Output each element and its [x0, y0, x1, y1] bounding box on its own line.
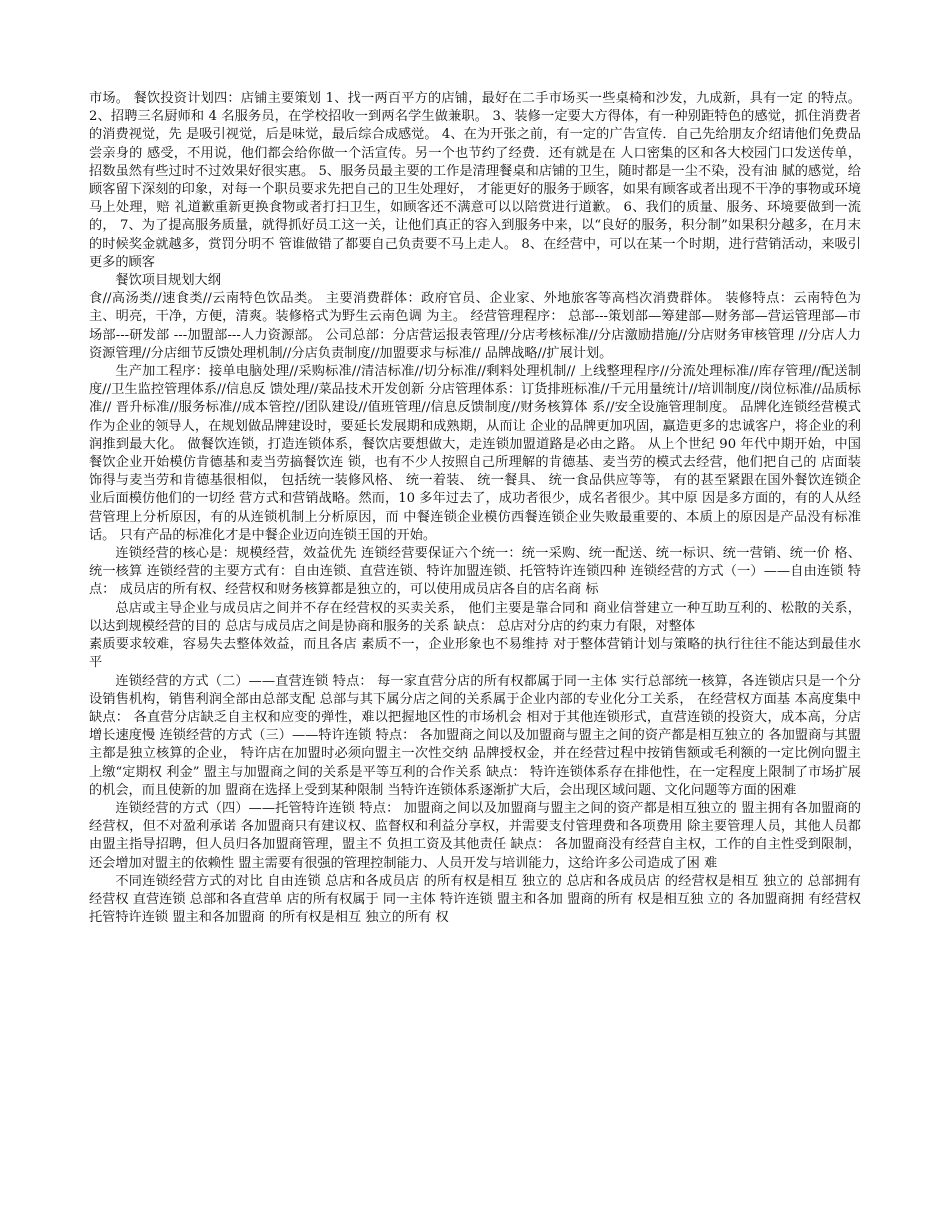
- paragraph-restaurant-plan: 市场。 餐饮投资计划四：店铺主要策划 1、找一两百平方的店铺，最好在二手市场买一些桌椅和沙发，九成新，具有一定 的特点。 2、招聘三名厨师和 4 名服务员，在学校招收一到两名学生做兼职。 3、装修一定要大方得体，有一种别距特色的感觉，抓住消费者的消费视觉，先 是吸引视觉，后是味觉，最后综合成感觉。 4、在为开张之前，有一定的广告宣传．自己先给朋友介绍请他们免费品尝亲身的 感受，不用说，他们都会给你做一个活宣传。另一个也节约了经费．还有就是在 人口密集的区和各大校园门口发送传单，招数虽然有些过时不过效果好很实惠。 5、服务员最主要的工作是清理餐桌和店铺的卫生，随时都是一尘不染，没有油 腻的感觉，给顾客留下深刻的印象，对每一个职员要求先把自己的卫生处理好， 才能更好的服务于顾客，如果有顾客或者出现不干净的事物或环境马上处理，赔 礼道歉重新更换食物或者打扫卫生，如顾客还不满意可以以陪赏进行道歉。 6、我们的质量、服务、环境要做到一流的， 7、为了提高服务质量，就得抓好员工这一关，让他们真正的容入到服务中来，以“良好的服务，积分制”如果积分越多，在月末的时候奖金就越多，赏罚分明不 管谁做错了都要自己负责要不马上走人。 8、在经营中，可以在某一个时期，进行营销活动，来吸引更多的顾客: [89, 91, 861, 270]
- paragraph-managed-franchise: 连锁经营的方式（四）——托管特许连锁 特点： 加盟商之间以及加盟商与盟主之间的资产都是相互独立的 盟主拥有各加盟商的经营权，但不对盈利承诺 各加盟商只有建议权、监督权和利益分享权，并需要支付管理费和各项费用 除主要管理人员，其他人员都由盟主指导招聘，但人员归各加盟商管理，盟主不 负担工资及其他责任 缺点： 各加盟商没有经营自主权，工作的自主性受到限制，还会增加对盟主的依赖性 盟主需要有很强的管理控制能力、人员开发与培训能力，这给许多公司造成了困 难: [89, 800, 861, 871]
- paragraph-production-process: 生产加工程序：接单电脑处理//采购标准//清洁标准//切分标准//剩料处理机制// 上线整理程序//分流处理标准//库存管理//配送制度//卫生监控管理体系//信息反 馈处理//菜品技术开发创新 分店管理体系：订货排班标准//千元用量统计//培训制度//岗位标准//品质标准// 晋升标准//服务标准//成本管控//团队建设//值班管理//信息反馈制度//财务核算体 系//安全设施管理制度。 品牌化连锁经营模式 作为企业的领导人，在规划做品牌建设时，要延长发展期和成熟期，从而让 企业的品牌更加巩固，赢造更多的忠诚客户，将企业的利润推到最大化。 做餐饮连锁，打造连锁体系，餐饮店要想做大，走连锁加盟道路是必由之路。 从上个世纪 90 年代中期开始，中国餐饮企业开始模仿肯德基和麦当劳搞餐饮连 锁，也有不少人按照自己所理解的肯德基、麦当劳的模式去经营，他们把自己的 店面装饰得与麦当劳和肯德基很相似， 包括统一装修风格、 统一着装、 统一餐具、 统一食品供应等等， 有的甚至紧跟在国外餐饮连锁企业后面模仿他们的一切经 营方式和营销战略。然而，10 多年过去了，成功者很少，成名者很少。其中原 因是多方面的，有的人从经营管理上分析原因，有的从连锁机制上分析原因，而 中餐连锁企业模仿西餐连锁企业失败最重要的、本质上的原因是产品没有标准 话。 只有产品的标准化才是中餐企业迈向连锁王国的开始。: [89, 364, 861, 543]
- paragraph-chain-core: 连锁经营的核心是：规模经营，效益优先 连锁经营要保证六个统一：统一采购、统一配送、统一标识、统一营销、统一价 格、统一核算 连锁经营的主要方式有：自由连锁、直营连锁、特许加盟连锁、托管特许连锁四种 连锁经营的方式（一）——自由连锁 特点： 成员店的所有权、经营权和财务核算都是独立的，可以使用成员店各自的店名商 标: [89, 546, 861, 598]
- paragraph-voluntary-chain-weakness: 素质要求较难，容易失去整体效益，而且各店 素质不一，企业形象也不易维持 对于整体营销计划与策略的执行往往不能达到最佳水平: [89, 637, 861, 671]
- paragraph-comparison: 不同连锁经营方式的对比 自由连锁 总店和各成员店 的所有权是相互 独立的 总店和各成员店 的经营权是相互 独立的 总部拥有经营权 直营连锁 总部和各直营单 店的所有权属于 同一主体 特许连锁 盟主和各加 盟商的所有 权是相互独 立的 各加盟商拥 有经营权 托管特许连锁 盟主和各加盟商 的所有权是相互 独立的所有 权: [89, 873, 861, 926]
- paragraph-menu-and-management: 食//高汤类//速食类//云南特色饮品类。 主要消费群体：政府官员、企业家、外地旅客等高档次消费群体。 装修特点：云南特色为主、明亮，干净，方便，清爽。装修格式为野生云南色调 为主。 经营管理程序： 总部---策划部—筹建部—财务部—营运管理部—市场部---研发部 ---加盟部---人力资源部。 公司总部：分店营运报表管理//分店考核标准//分店激励措施//分店财务审核管理 //分店人力资源管理//分店细节反馈处理机制//分店负责制度//加盟要求与标准// 品牌战略//扩展计划。: [89, 291, 861, 361]
- paragraph-voluntary-chain-relations: 总店或主导企业与成员店之间并不存在经营权的买卖关系， 他们主要是靠合同和 商业信誉建立一种互助互利的、松散的关系，以达到规模经营的目的 总店与成员店之间是协商和服务的关系 缺点： 总店对分店的约束力有限，对整体: [89, 600, 861, 634]
- paragraph-direct-and-franchise: 连锁经营的方式（二）——直营连锁 特点： 每一家直营分店的所有权都属于同一主体 实行总部统一核算，各连锁店只是一个分设销售机构，销售利润全部由总部支配 总部与其下属分店之间的关系属于企业内部的专业化分工关系， 在经营权方面基 本高度集中 缺点： 各直营分店缺乏自主权和应变的弹性，难以把握地区性的市场机会 相对于其他连锁形式，直营连锁的投资大，成本高，分店增长速度慢 连锁经营的方式（三）——特许连锁 特点： 各加盟商之间以及加盟商与盟主之间的资产都是相互独立的 各加盟商与其盟主都是独立核算的企业， 特许店在加盟时必须向盟主一次性交纳 品牌授权金，并在经营过程中按销售额或毛利额的一定比例向盟主上缴“定期权 利金” 盟主与加盟商之间的关系是平等互利的合作关系 缺点： 特许连锁体系存在排他性，在一定程度上限制了市场扩展的机会，而且使新的加 盟商在选择上受到某种限制 当特许连锁体系逐渐扩大后，会出现区域问题、文化问题等方面的困难: [89, 673, 861, 798]
- paragraph-heading-outline: 餐饮项目规划大纲: [115, 273, 221, 289]
- document-page: [89, 90, 861, 1220]
